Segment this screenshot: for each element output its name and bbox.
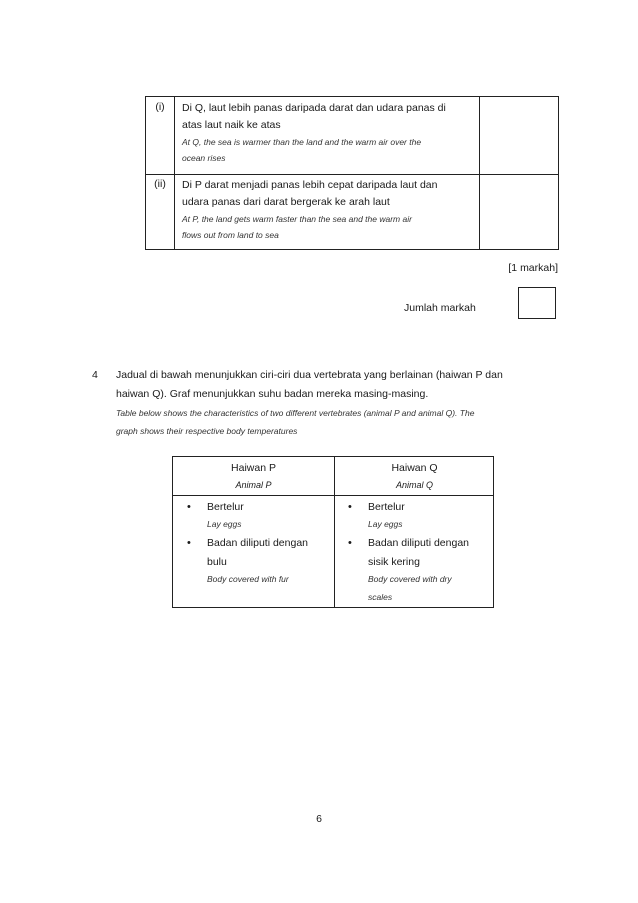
total-marks-label: Jumlah markah [404, 302, 476, 314]
ms-line: Di Q, laut lebih panas daripada darat dan udara panas di [182, 102, 446, 114]
list-item [334, 535, 484, 606]
bullet-icon: • [187, 501, 191, 513]
column-title: Haiwan P [231, 462, 276, 474]
table-divider [173, 495, 493, 496]
table-row [146, 174, 558, 248]
ms-line: atas laut naik ke atas [182, 119, 281, 131]
table-row [146, 97, 558, 175]
en-line: flows out from land to sea [182, 230, 279, 240]
en-line: scales [368, 592, 393, 602]
header-animal-q [334, 460, 495, 493]
animal-table [172, 456, 494, 608]
ms-line: Bertelur [368, 501, 405, 513]
column-title-en: Animal Q [395, 480, 433, 490]
en-line: Lay eggs [207, 519, 242, 529]
question-text [116, 366, 556, 440]
list-item [173, 535, 323, 588]
column-title-en: Animal P [235, 480, 272, 490]
en-line: At Q, the sea is warmer than the land and the warm air over the [182, 137, 422, 147]
row-text [182, 100, 474, 166]
column-title: Haiwan Q [391, 462, 438, 474]
ms-line: Jadual di bawah menunjukkan ciri-ciri dua vertebrata yang berlainan (haiwan P dan [116, 369, 503, 381]
ms-line: sisik kering [368, 556, 420, 568]
header-animal-p [173, 460, 334, 493]
ms-line: Di P darat menjadi panas lebih cepat daripada laut dan [182, 179, 438, 191]
en-line: Body covered with dry [368, 574, 452, 584]
answer-table [145, 96, 559, 250]
ms-line: haiwan Q). Graf menunjukkan suhu badan mereka masing-masing. [116, 388, 429, 400]
ms-line: Badan diliputi dengan [207, 537, 309, 549]
row-number: (ii) [154, 178, 166, 190]
list-item [334, 499, 484, 533]
total-marks-box[interactable] [518, 287, 556, 319]
en-line: Body covered with fur [207, 574, 289, 584]
ms-line: bulu [207, 556, 227, 568]
question-number: 4 [92, 369, 98, 381]
row-number: (i) [155, 101, 165, 113]
en-line: Table below shows the characteristics of two different vertebrates (animal P and animal Q). The [116, 408, 475, 418]
bullet-icon: • [187, 537, 191, 549]
ms-line: Bertelur [207, 501, 244, 513]
ms-line: Badan diliputi dengan [368, 537, 470, 549]
row-text [182, 177, 474, 243]
en-line: graph shows their respective body temperatures [116, 426, 298, 436]
list-item [173, 499, 323, 533]
ms-line: udara panas dari darat bergerak ke arah laut [182, 196, 390, 208]
column-animal-p [173, 499, 323, 588]
page-number: 6 [316, 813, 322, 825]
bullet-icon: • [348, 501, 352, 513]
marks-label: [1 markah] [508, 262, 558, 274]
en-line: Lay eggs [368, 519, 403, 529]
column-animal-q [334, 499, 484, 606]
en-line: At P, the land gets warm faster than the sea and the warm air [182, 214, 412, 224]
en-line: ocean rises [182, 153, 226, 163]
bullet-icon: • [348, 537, 352, 549]
